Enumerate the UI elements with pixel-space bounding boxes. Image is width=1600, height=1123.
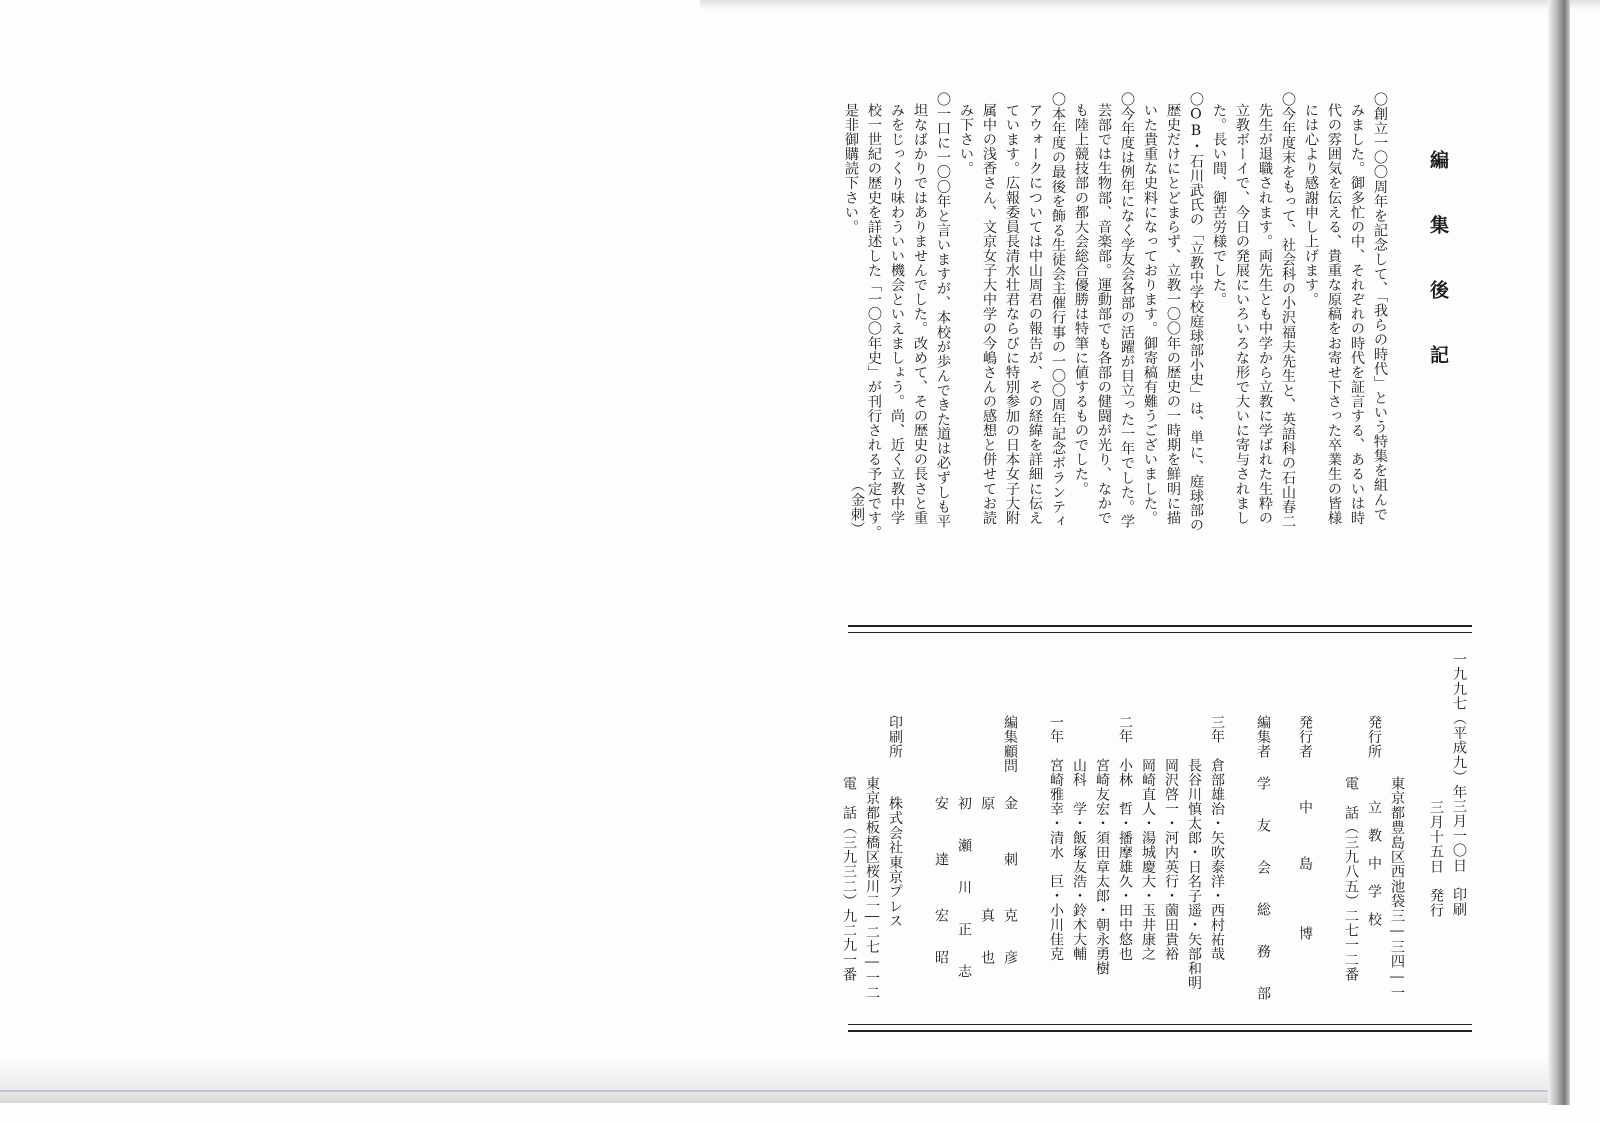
article-line: いた貴重な史料になっております。御寄稿有難うございました。 bbox=[1142, 103, 1158, 525]
article-line: 校一世紀の歴史を詳述した「一〇〇年史」が刊行される予定です。 bbox=[866, 103, 882, 540]
printer-phone: 電 話（三九三二）九二九一番 bbox=[841, 776, 857, 982]
article-line: 立教ボーイで、今日の発展にいろいろな形で大いに寄与されまし bbox=[1234, 103, 1250, 525]
advisor-name: 金 刺 克 彦 bbox=[1002, 796, 1018, 964]
printer-address: 東京都板橋区桜川二―二七―一二 bbox=[864, 776, 880, 1001]
article-line: 〇今年度は例年になく学友会各部の活躍が目立った一年でした。学 bbox=[1119, 92, 1135, 529]
article-line: 〇今年度末をもって、社会科の小沢福夫先生と、英語科の石山春二 bbox=[1280, 92, 1296, 529]
article-line: 先生が退職されます。両先生とも中学から立教に学ばれた生粋の bbox=[1257, 103, 1273, 525]
margin-line bbox=[0, 1090, 1548, 1092]
editor-name: 学 友 会 総 務 部 bbox=[1255, 776, 1271, 1000]
scan-binding-edge bbox=[1548, 0, 1570, 1105]
issuer-name: 中 島 博 bbox=[1297, 800, 1313, 940]
printer-name: 株式会社東京プレス bbox=[887, 796, 903, 929]
article-line: 〇一口に一〇〇年と言いますが、本校が歩んできた道は必ずしも平 bbox=[935, 92, 951, 529]
article-line: 〇創立一〇〇周年を記念して、「我らの時代」という特集を組んで bbox=[1372, 92, 1388, 522]
article-line: 是非御購読下さい。 bbox=[843, 103, 859, 234]
article-line: 代の雰囲気を伝える、貴重な原稿をお寄せ下さった卒業生の皆様 bbox=[1326, 103, 1342, 525]
staff-roster-line: 倉部雄治・矢吹泰洋・西村祐哉 bbox=[1209, 758, 1225, 961]
issuer-label: 発行者 bbox=[1297, 715, 1313, 759]
scan-shadow-bottom bbox=[0, 1058, 1548, 1103]
staff-roster-line: 小林 哲・播摩雄久・田中悠也 bbox=[1117, 758, 1133, 961]
colophon-bottom-rule-thin bbox=[848, 1024, 1472, 1025]
article-line: 属中の浅香さん、文京女子大中学の今嶋さんの感想と併せてお読 bbox=[981, 103, 997, 525]
article-line: も陸上競技部の都大会総合優勝は特筆に値するものでした。 bbox=[1073, 103, 1089, 496]
colophon-top-rule bbox=[848, 625, 1472, 627]
advisor-name: 原 真 也 bbox=[979, 796, 995, 964]
article-line: みをじっくり味わういい機会といえましょう。尚、近く立教中学 bbox=[889, 103, 905, 525]
article-line: 坦なばかりではありませんでした。改めて、その歴史の長さと重 bbox=[912, 103, 928, 525]
issue-date: 三月十五日 発行 bbox=[1428, 800, 1444, 918]
staff-roster-line: 宮崎雅幸・清水 巨・小川佳克 bbox=[1048, 758, 1064, 961]
advisor-name: 初 瀬 川 正 志 bbox=[956, 796, 972, 978]
article-line: 芸部では生物部、音楽部。運動部でも各部の健闘が光り、なかで bbox=[1096, 103, 1112, 525]
article-line: 〇本年度の最後を飾る生徒会主催行事の一〇〇周年記念ボランティ bbox=[1050, 92, 1066, 529]
grade1-label: 一年 bbox=[1048, 715, 1064, 743]
staff-roster-line: 宮崎友宏・須田章太郎・朝永勇樹 bbox=[1094, 758, 1110, 976]
grade2-label: 二年 bbox=[1117, 715, 1133, 743]
scan-shadow-top bbox=[700, 0, 1600, 10]
advisor-name: 安 達 宏 昭 bbox=[933, 796, 949, 964]
article-line: 〇OB・石川武氏の「立教中学校庭球部小史」は、単に、庭球部の bbox=[1188, 92, 1204, 533]
article-line: アウォークについては中山周君の報告が、その経緯を詳細に伝え bbox=[1027, 103, 1043, 525]
article-line: ています。広報委員長清水壮君ならびに特別参加の日本女子大附 bbox=[1004, 103, 1020, 525]
publisher-label: 発行所 bbox=[1366, 715, 1382, 759]
article-line: 歴史だけにとどまらず、立教一〇〇年の歴史の一時期を鮮明に描 bbox=[1165, 103, 1181, 525]
staff-roster-line: 山科 学・飯塚友浩・鈴木大輔 bbox=[1071, 758, 1087, 961]
editor-label: 編集者 bbox=[1255, 715, 1271, 759]
staff-roster-line: 岡崎直人・湯城慶大・玉井康之 bbox=[1140, 758, 1156, 961]
print-date: 一九九七（平成九）年三月一〇日 印刷 bbox=[1451, 652, 1467, 917]
printer-label: 印刷所 bbox=[887, 715, 903, 759]
publisher-name: 立 教 中 学 校 bbox=[1366, 800, 1382, 926]
staff-roster-line: 長谷川慎太郎・日名子遥・矢部和明 bbox=[1186, 758, 1202, 990]
advisor-label: 編集顧問 bbox=[1002, 715, 1018, 773]
article-line: み下さい。 bbox=[958, 103, 974, 176]
article-line: みました。御多忙の中、それぞれの時代を証言する、あるいは時 bbox=[1349, 103, 1365, 525]
publisher-phone: 電 話（三九八五）二七一二番 bbox=[1343, 776, 1359, 982]
publisher-address: 東京都豊島区西池袋三―三四―一 bbox=[1389, 776, 1405, 1001]
colophon-bottom-rule bbox=[848, 1030, 1472, 1032]
staff-roster-line: 岡沢啓一・河内英行・薗田貴裕 bbox=[1163, 758, 1179, 961]
article-line: た。長い間、御苦労様でした。 bbox=[1211, 103, 1227, 307]
grade3-label: 三年 bbox=[1209, 715, 1225, 743]
colophon-top-rule-thin bbox=[848, 632, 1472, 633]
article-title: 編 集 後 記 bbox=[1427, 150, 1449, 376]
article-signature: （金刺） bbox=[849, 478, 865, 537]
article-line: には心より感謝申し上げます。 bbox=[1303, 103, 1319, 307]
